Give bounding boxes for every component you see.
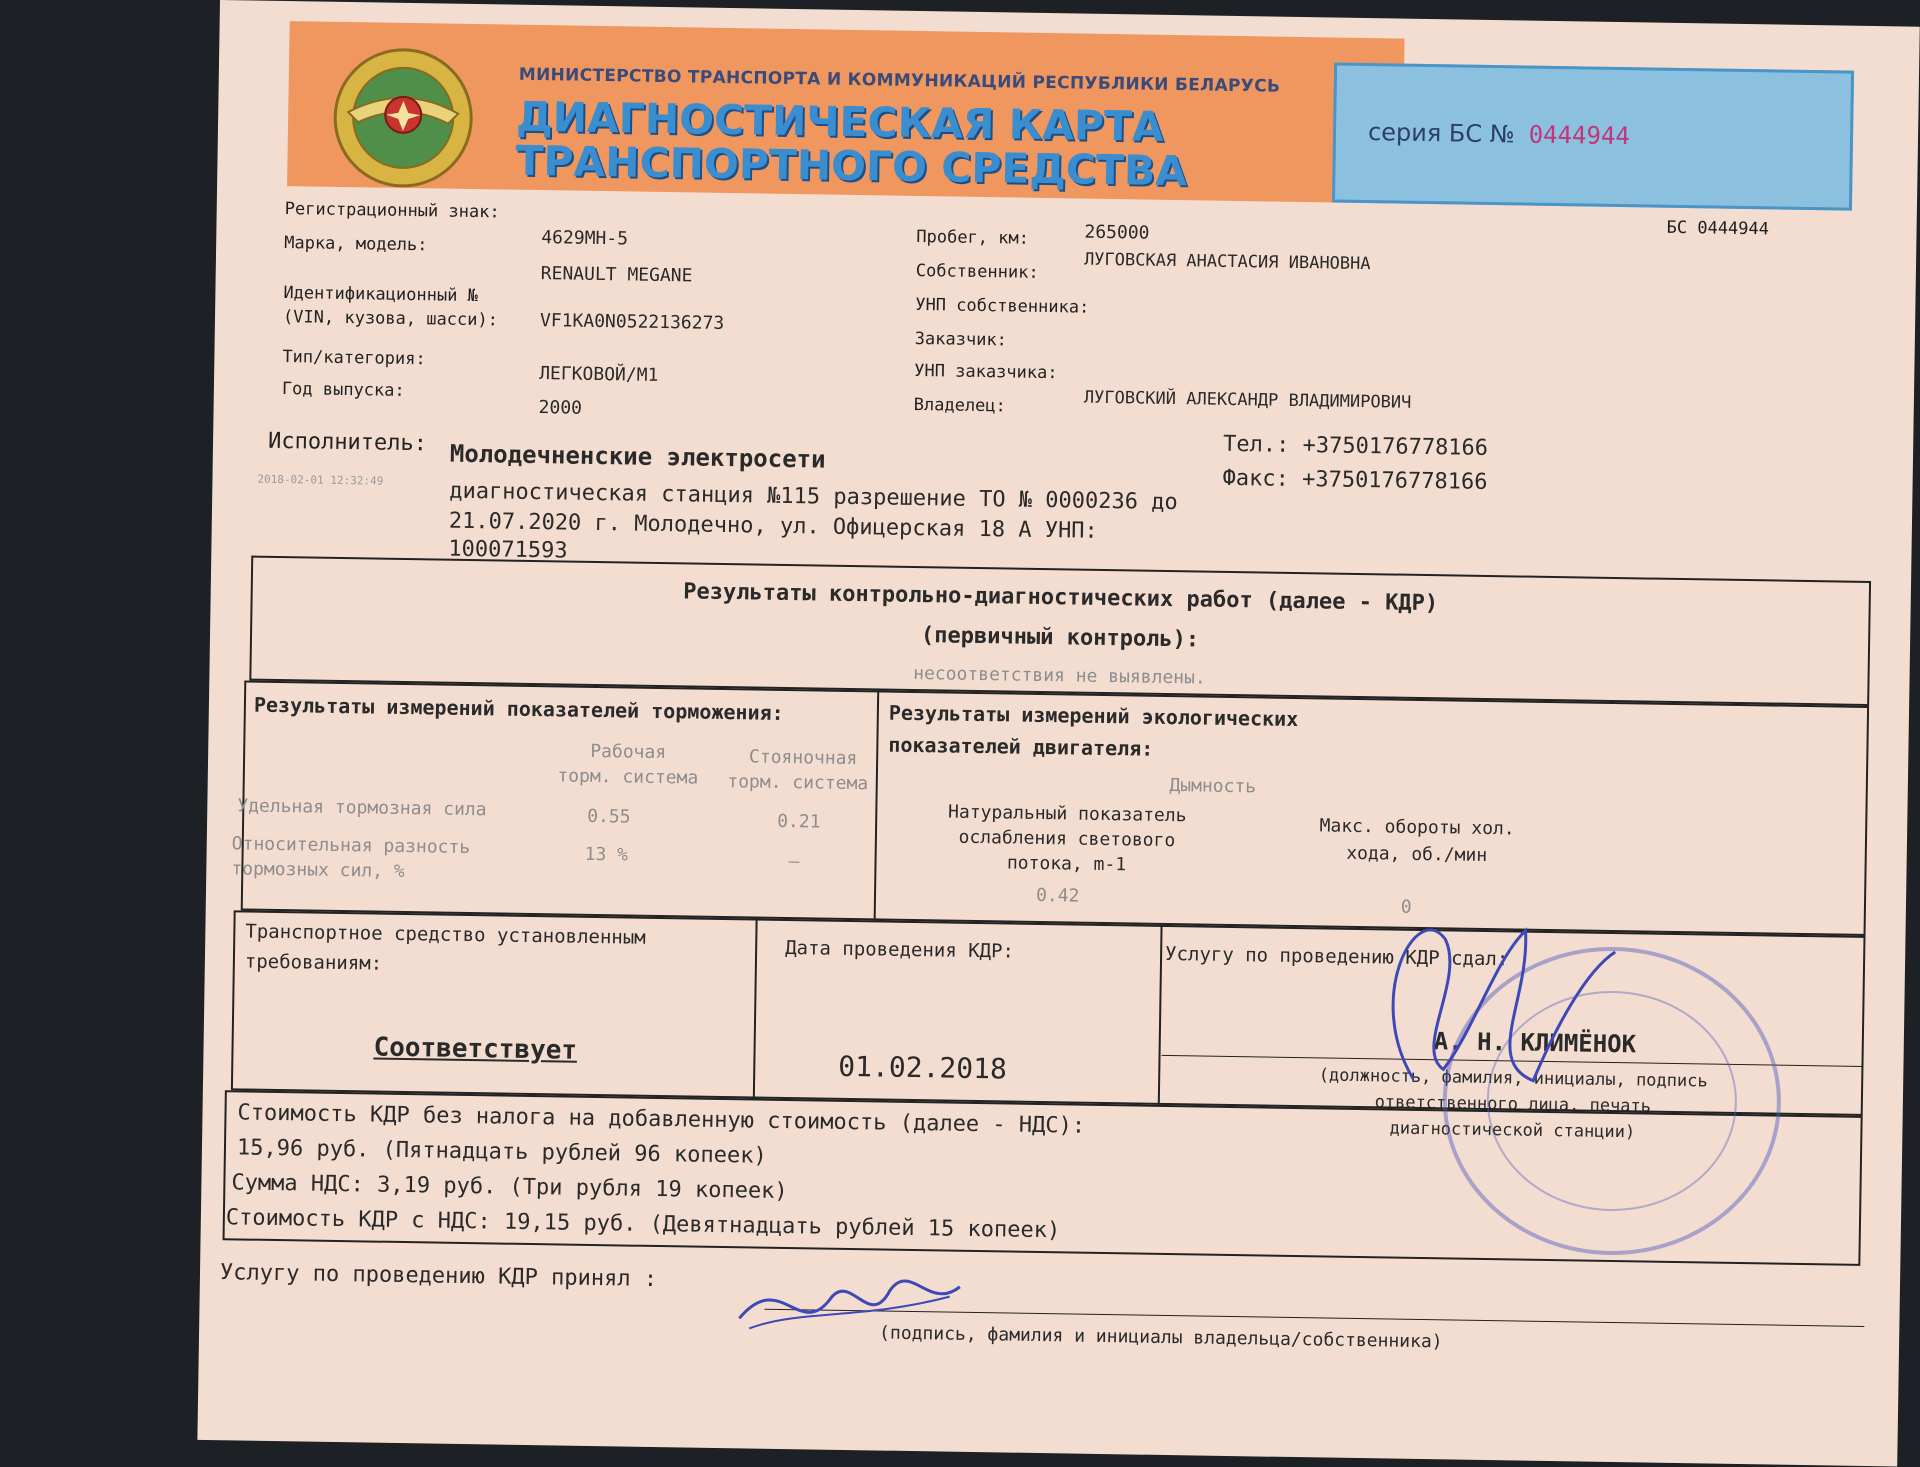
brakes-row2-value2: – [788, 851, 800, 873]
phone: Тел.: +3750176778166 [1222, 431, 1489, 461]
eco-value1: 0.42 [1035, 884, 1080, 907]
reg-value: 4629МН-5 [541, 227, 629, 250]
brakes-col2-line2: торм. система [727, 771, 869, 795]
brakes-col2-line1: Стояночная [748, 746, 858, 770]
results-title-2: (первичный контроль): [920, 623, 1200, 653]
brakes-row2-label1: Относительная разность [231, 833, 471, 859]
vin-label-1: Идентификационный № [283, 283, 479, 307]
brakes-row1-value1: 0.55 [587, 805, 631, 828]
diagnostic-card [197, 0, 1919, 1467]
year-value: 2000 [538, 397, 583, 419]
owner-label: Собственник: [915, 260, 1039, 283]
verdict-value: Соответствует [373, 1032, 578, 1066]
type-value: ЛЕГКОВОЙ/М1 [539, 363, 659, 386]
vin-value: VF1KA0N0522136273 [539, 310, 725, 334]
eco-col2-line1: Макс. обороты хол. [1319, 815, 1515, 840]
handed-name: А. Н. КЛИМЁНОК [1433, 1027, 1637, 1059]
verdict-label-2: требованиям: [244, 950, 383, 975]
date-value: 01.02.2018 [838, 1049, 1008, 1086]
eco-col1-line1: Натуральный показатель [947, 801, 1187, 827]
eco-title-2: показателей двигателя: [888, 732, 1154, 761]
executor-name: Молодечненские электросети [449, 439, 826, 474]
series-label: серия БС № [1367, 118, 1515, 149]
cost-line-2: 15,96 руб. (Пятнадцать рублей 96 копеек) [236, 1135, 767, 1169]
executor-label: Исполнитель: [267, 428, 428, 457]
vin-label-2: (VIN, кузова, шасси): [282, 307, 499, 331]
mileage-label: Пробег, км: [916, 226, 1030, 249]
executor-line-1: диагностическая станция №115 разрешение ТО № 0000236 до [449, 478, 1178, 516]
unp-customer-label: УНП заказчика: [914, 360, 1058, 384]
executor-line-2: 21.07.2020 г. Молодечно, ул. Офицерская 18 А УНП: [448, 508, 1098, 544]
unp-owner-label: УНП собственника: [915, 294, 1090, 318]
eco-smoke: Дымность [1169, 775, 1257, 798]
brakes-col1-line1: Рабочая [590, 740, 667, 764]
cost-line-4: Стоимость КДР с НДС: 19,15 руб. (Девятнадцать рублей 15 копеек) [225, 1205, 1061, 1244]
brakes-title: Результаты измерений показателей торможения: [253, 692, 784, 725]
brakes-row1-value2: 0.21 [777, 810, 821, 833]
customer-label: Заказчик: [914, 328, 1008, 351]
document-title [515, 92, 1188, 196]
handed-caption-1: (должность, фамилия, инициалы, подпись [1318, 1065, 1708, 1092]
results-status: несоответствия не выявлены. [913, 662, 1206, 689]
type-label: Тип/категория: [282, 347, 426, 370]
model-value: RENAULT MEGANE [540, 263, 693, 287]
eco-value2: 0 [1400, 896, 1412, 918]
responsible-signature [1352, 878, 1676, 1133]
results-title-1: Результаты контрольно-диагностических работ (далее - КДР) [683, 579, 1439, 617]
print-timestamp: 2018-02-01 12:32:49 [257, 472, 384, 488]
handed-caption-2: ответственного лица, печать [1374, 1092, 1652, 1117]
handed-caption-3: диагностической станции) [1389, 1118, 1636, 1143]
fax: Факс: +3750176778166 [1222, 465, 1488, 495]
model-label: Марка, модель: [284, 233, 428, 256]
series-number: 0444944 [1528, 120, 1631, 151]
verdict-label-1: Транспортное средство установленным [245, 920, 646, 949]
eco-col1-line3: потока, m-1 [1006, 852, 1127, 876]
owner-value: ЛУГОВСКАЯ АНАСТАСИЯ ИВАНОВНА [1083, 249, 1371, 275]
reg-label: Регистрационный знак: [284, 199, 500, 223]
series-block [1368, 118, 1630, 150]
brakes-col1-line2: торм. система [557, 765, 699, 789]
series-small: БС 0444944 [1666, 217, 1770, 240]
eco-title-1: Результаты измерений экологических [888, 700, 1299, 732]
brakes-row1-label: Удельная тормозная сила [237, 795, 487, 821]
handed-label: Услугу по проведению КДР сдал: [1164, 942, 1509, 971]
ministry-emblem-icon [327, 42, 479, 194]
ministry-name: МИНИСТЕРСТВО ТРАНСПОРТА И КОММУНИКАЦИЙ РЕСПУБЛИКИ БЕЛАРУСЬ [518, 64, 1281, 97]
executor-line-3: 100071593 [448, 536, 568, 564]
mileage-value: 265000 [1084, 221, 1150, 244]
eco-col2-line2: хода, об./мин [1346, 842, 1488, 867]
eco-col1-line2: ослабления светового [958, 826, 1176, 852]
holder-value: ЛУГОВСКИЙ АЛЕКСАНДР ВЛАДИМИРОВИЧ [1083, 387, 1412, 413]
cost-line-3: Сумма НДС: 3,19 руб. (Три рубля 19 копеек) [231, 1170, 788, 1205]
date-label: Дата проведения КДР: [785, 936, 1015, 963]
title-line-2: ТРАНСПОРТНОГО СРЕДСТВА [515, 136, 1188, 196]
holder-label: Владелец: [913, 394, 1006, 417]
accept-label: Услугу по проведению КДР принял : [219, 1260, 658, 1293]
cost-line-1: Стоимость КДР без налога на добавленную стоимость (далее - НДС): [237, 1100, 1086, 1139]
owner-signature [719, 1248, 981, 1352]
header-band [287, 21, 1404, 203]
brakes-row2-value1: 13 % [584, 843, 629, 866]
accept-caption: (подпись, фамилия и инициалы владельца/собственника) [878, 1322, 1443, 1353]
brakes-row2-label2: тормозных сил, % [231, 858, 405, 883]
title-line-1: ДИАГНОСТИЧЕСКАЯ КАРТА [515, 92, 1165, 151]
year-label: Год выпуска: [281, 379, 405, 401]
